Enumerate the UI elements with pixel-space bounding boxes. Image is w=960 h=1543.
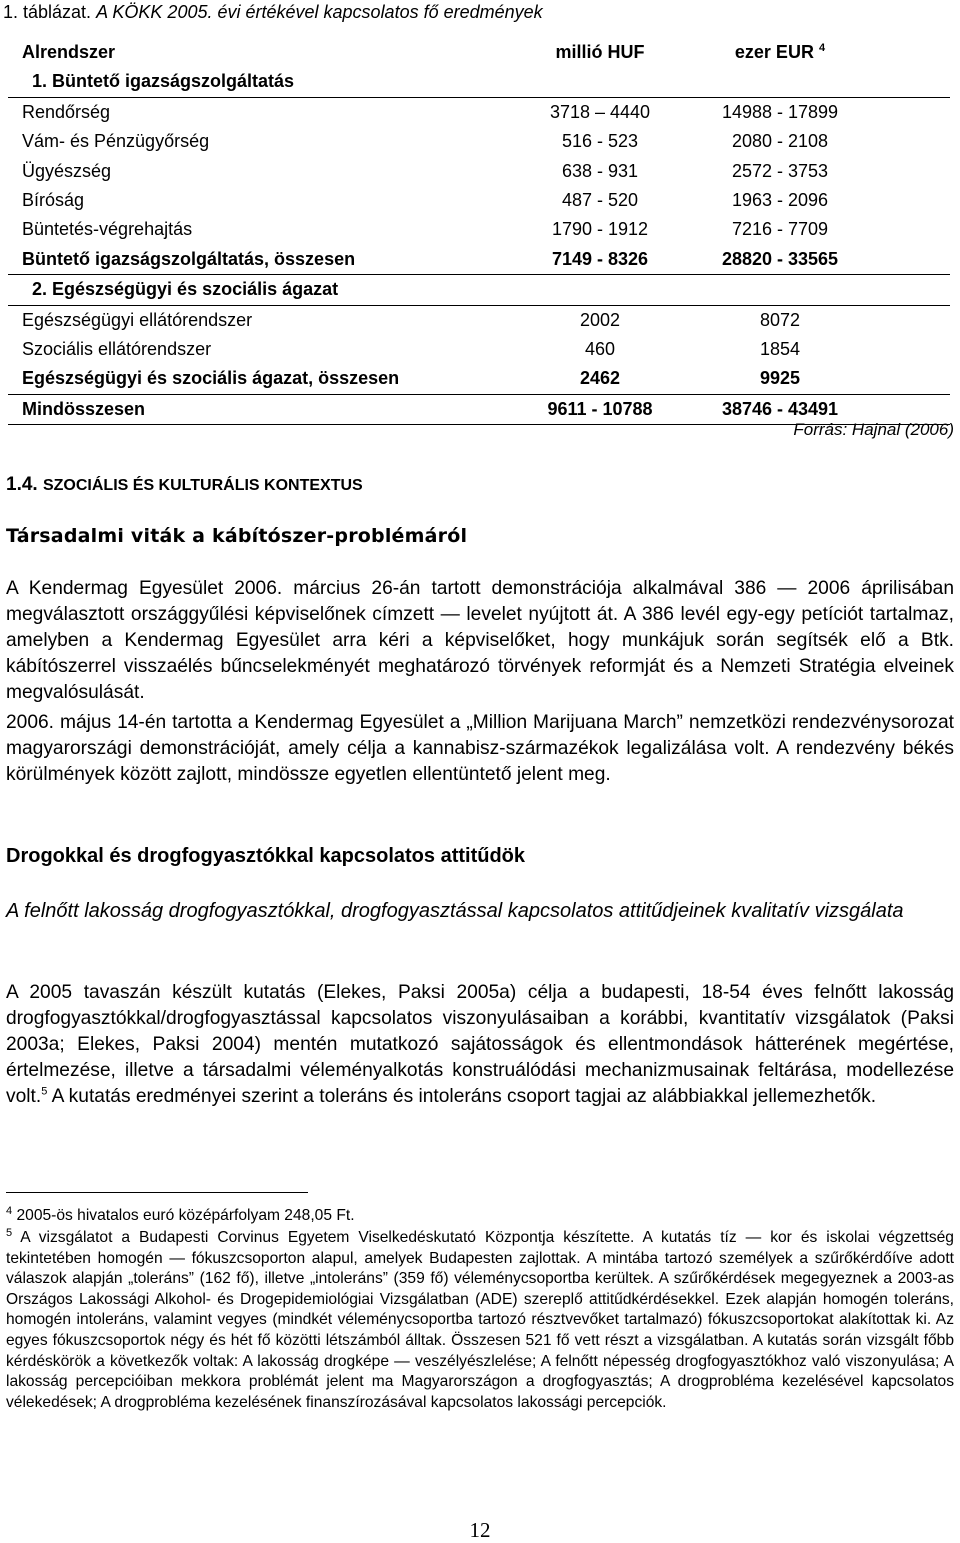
row-eur: 2572 - 3753 xyxy=(731,160,829,181)
row-name: Büntető igazságszolgáltatás, összesen xyxy=(8,245,520,275)
row-huf: 7149 - 8326 xyxy=(520,245,680,275)
row-eur: 38746 - 43491 xyxy=(680,394,950,424)
header-thousand-eur xyxy=(680,38,950,67)
row-name: Büntetés-végrehajtás xyxy=(22,219,193,240)
section-row-health-social xyxy=(8,275,950,305)
section-label: 2. Egészségügyi és szociális ágazat xyxy=(8,275,950,305)
footnote-ref-4: 4 xyxy=(818,42,826,54)
row-eur: 9925 xyxy=(680,364,950,394)
row-name: Vám- és Pénzügyőrség xyxy=(22,131,210,152)
row-eur: 7216 - 7709 xyxy=(731,219,829,240)
row-eur: 8072 xyxy=(759,309,801,330)
row-huf: 638 - 931 xyxy=(561,160,639,181)
page-number: 12 xyxy=(469,1518,491,1542)
subtotal-row-criminal-justice xyxy=(8,245,950,275)
section-title: SZOCIÁLIS ÉS KULTURÁLIS KONTEXTUS xyxy=(42,477,363,494)
heading-qualitative-study: A felnőtt lakosság drogfogyasztókkal, drogfogyasztással kapcsolatos attitűdjeinek kvalitatív vizsgálata xyxy=(6,900,904,922)
row-name: Ügyészség xyxy=(22,160,112,181)
caption-title: A KÖKK 2005. évi értékével kapcsolatos fő eredmények xyxy=(96,2,543,22)
table-row xyxy=(8,215,950,244)
row-name: Egészségügyi ellátórendszer xyxy=(22,309,253,330)
row-eur: 2080 - 2108 xyxy=(731,131,829,152)
row-huf: 2462 xyxy=(520,364,680,394)
footnote-5 xyxy=(6,1228,954,1413)
row-name: Bíróság xyxy=(22,190,85,211)
paragraph-3-tail: A kutatás eredményei szerint a toleráns és intoleráns csoport tagjai az alábbiakkal jellemezhetők. xyxy=(51,1086,877,1107)
table-header-row xyxy=(8,38,950,67)
footnote-4 xyxy=(6,1206,954,1227)
section-heading xyxy=(6,474,363,496)
section-label: 1. Büntető igazságszolgáltatás xyxy=(8,67,950,97)
row-eur: 28820 - 33565 xyxy=(680,245,950,275)
row-huf: 2002 xyxy=(579,309,621,330)
header-eur-label: ezer EUR xyxy=(734,42,814,62)
footnote-text: 2005-ös hivatalos euró középárfolyam 248,05 Ft. xyxy=(16,1207,355,1224)
table-caption xyxy=(3,2,543,23)
row-eur: 1854 xyxy=(759,339,801,360)
header-million-huf: millió HUF xyxy=(555,42,645,62)
row-huf: 487 - 520 xyxy=(561,190,639,211)
table-row xyxy=(8,186,950,215)
footnote-mark: 5 xyxy=(6,1226,13,1239)
section-row-criminal-justice xyxy=(8,67,950,97)
paragraph-2: 2006. május 14-én tartotta a Kendermag Egyesület a „Million Marijuana March” nemzetközi rendezvénysorozat magyarországi demonstrációját, amely célja a kannabisz-származékok legalizálása volt. A rendezvény békés körülmények között zajlott, mindössze egyetlen ellentüntető jelent meg. xyxy=(6,712,954,785)
row-huf: 9611 - 10788 xyxy=(520,394,680,424)
row-eur: 1963 - 2096 xyxy=(731,190,829,211)
table-row xyxy=(8,335,950,364)
row-name: Rendőrség xyxy=(22,101,111,122)
header-subsystem: Alrendszer xyxy=(22,42,116,62)
section-number: 1.4. xyxy=(6,474,38,495)
footnote-text: A vizsgálatot a Budapesti Corvinus Egyetem Viselkedéskutató Központja készítette. A kutatás tíz — kor és iskolai végzettség tekintetében homogén — fókuszcsoporton alapul, amelyek Budapesten zajlottak. A mintába tartozó személyek a szűrőkérdőíve adott válaszok alapján „toleráns” (162 fő), illetve „intoleráns” (359 fő) véleménycsoportba kerültek. A szűrőkérdések megegyeznek a 2003-as Országos Lakossági Alkohol- és Drogepidemiológiai Vizsgálatban (ADE) szereplő attitűdkérdésekkel. Ezek alapján homogén toleráns, homogén intoleráns, valamint vegyes (mindkét véleménycsoportba tartozó résztvevőket tartalmazó) fókuszcsoportokat alakítottak ki. Az egyes fókuszcsoportok négy és hét fő közötti létszámból álltak. Összesen 521 fő vett részt a vizsgálatban. A kutatás során vizsgált főbb kérdéskörök a következők voltak: A lakosság drogképe — veszélyészlelése; A felnőtt népesség drogfogyasztókhoz való viszonyulása; A lakosság percepcióiban mekkora problémát jelent ma Magyarországon a drogfogyasztás; A drogprobléma kezelésével kapcsolatos vélekedések; A drogprobléma kezelésének finanszírozásával kapcsolatos lakossági percepciók. xyxy=(6,1229,954,1411)
row-name: Mindösszesen xyxy=(8,394,520,424)
caption-prefix: 1. táblázat. xyxy=(3,2,92,22)
table-row xyxy=(8,127,950,156)
table-source: Forrás: Hajnal (2006) xyxy=(793,420,954,439)
row-huf: 460 xyxy=(584,339,616,360)
row-name: Egészségügyi és szociális ágazat, összesen xyxy=(8,364,520,394)
table-row xyxy=(8,305,950,335)
footnote-ref-5: 5 xyxy=(41,1085,48,1098)
footnote-separator xyxy=(6,1192,308,1193)
table-row xyxy=(8,157,950,186)
table-row xyxy=(8,97,950,127)
paragraph-3-main: A 2005 tavaszán készült kutatás (Elekes, Paksi 2005a) célja a budapesti, 18-54 éves felnőtt lakosság drogfogyasztókkal/drogfogyasztással kapcsolatos viszonyulásaiban a korábbi, kvantitatív vizsgálatok (Paksi 2003a; Elekes, Paksi 2004) mentén mutatkozó sajátosságok és ellentmondások hátterének megértése, értelmezése, illetve a társadalmi véleményalkotás konstruálódási mechanizmusainak feltárása, modellezése volt. xyxy=(6,982,954,1107)
paragraph-3 xyxy=(6,980,954,1110)
row-eur: 14988 - 17899 xyxy=(721,101,839,122)
heading-attitudes: Drogokkal és drogfogyasztókkal kapcsolatos attitűdök xyxy=(6,845,526,867)
paragraph-1: A Kendermag Egyesület 2006. március 26-án tartott demonstrációja alkalmával 386 — 2006 áprilisában megválasztott országgyűlési képviselőnek címzett — levelet nyújtott át. A 386 levél egy-egy petíciót tartalmaz, amelyben a Kendermag Egyesület arra kéri a képviselőket, hogy munkájuk során segítsék elő a Btk. kábítószerrel visszaélés bűncselekményét meghatározó törvények reformját és a Nemzeti Stratégia elveinek megvalósulását. xyxy=(6,578,954,703)
row-huf: 1790 - 1912 xyxy=(551,219,649,240)
subtotal-row-health-social xyxy=(8,364,950,394)
row-name: Szociális ellátórendszer xyxy=(22,339,212,360)
row-huf: 3718 – 4440 xyxy=(549,101,651,122)
footnote-mark: 4 xyxy=(6,1204,13,1217)
subheading: Társadalmi viták a kábítószer-problémáról xyxy=(6,525,468,547)
row-huf: 516 - 523 xyxy=(561,131,639,152)
results-table xyxy=(8,38,950,425)
